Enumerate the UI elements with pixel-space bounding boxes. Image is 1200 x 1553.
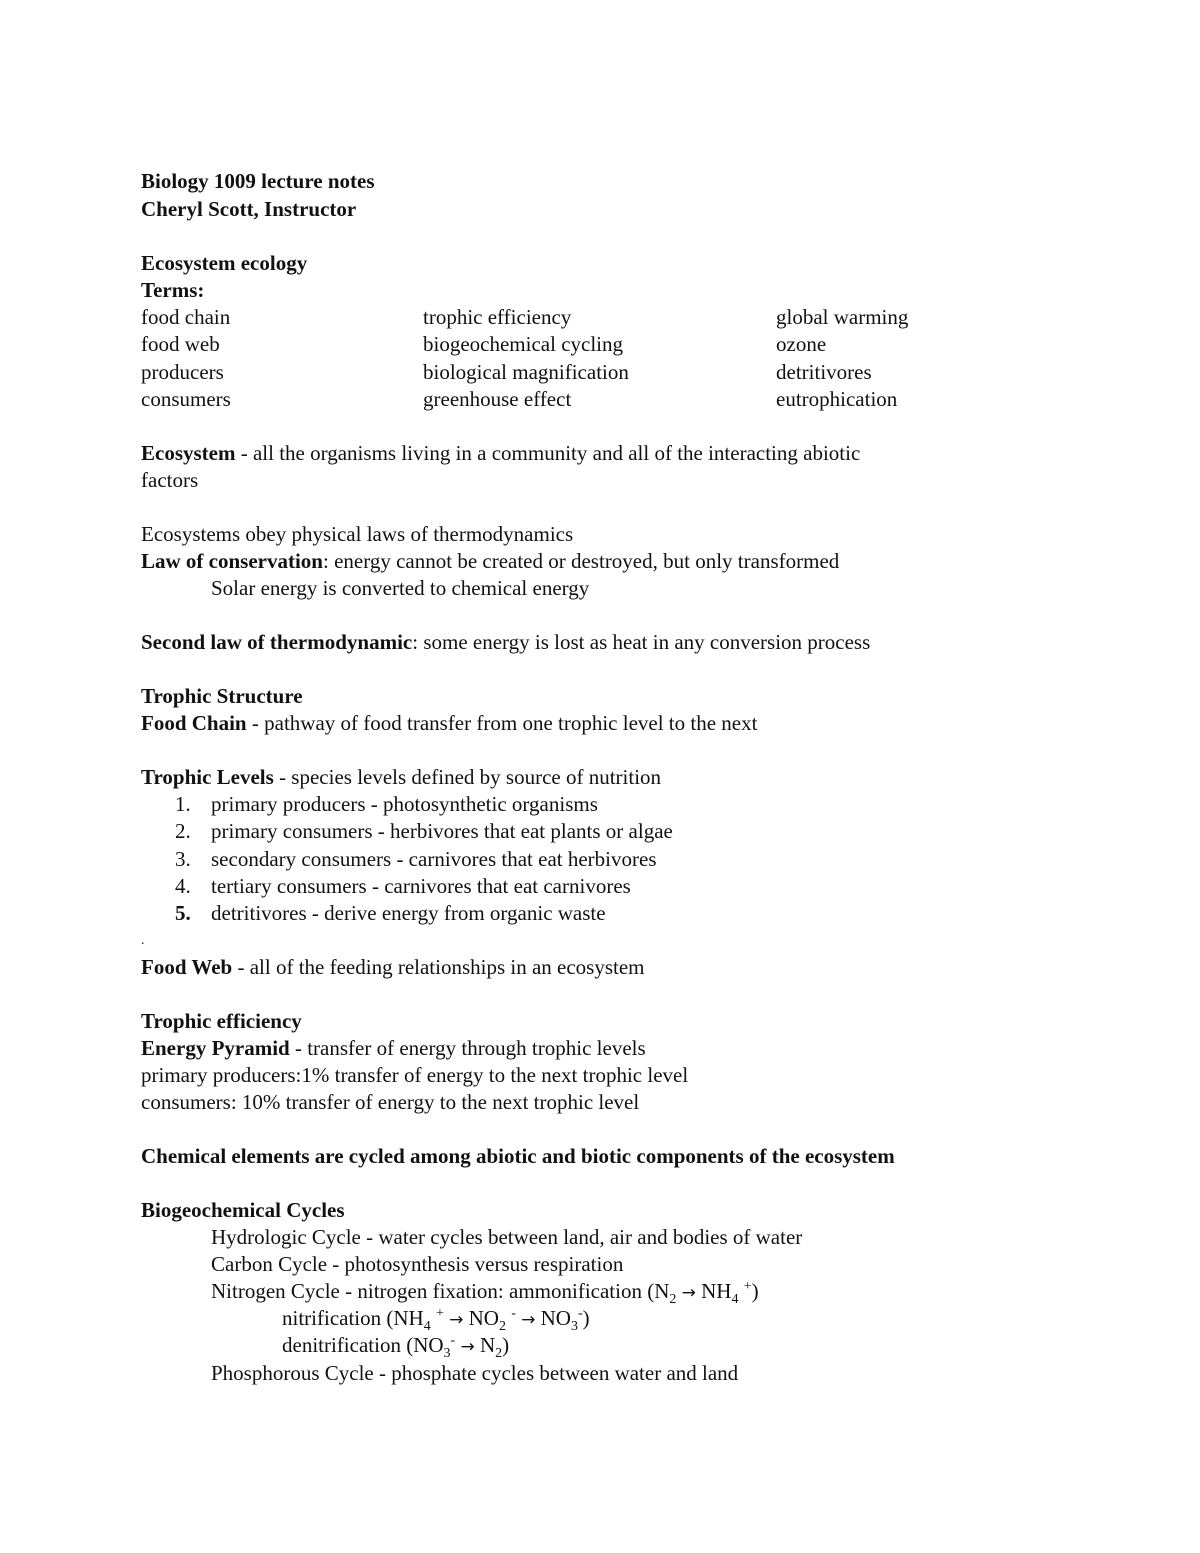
definition-text: - pathway of food transfer from one trophic level to the next <box>246 711 758 735</box>
superscript: - <box>511 1306 516 1321</box>
nitrification <box>282 1305 590 1334</box>
definition-text: - all of the feeding relationships in an ecosystem <box>232 955 645 979</box>
section-heading: Trophic efficiency <box>141 1009 302 1033</box>
formula: NH <box>695 1279 732 1303</box>
list-item: detritivores - derive energy from organic waste <box>211 901 606 925</box>
definition-term: Second law of thermodynamic <box>141 630 413 654</box>
arrow-icon: → <box>681 1283 696 1303</box>
second-law <box>141 629 870 656</box>
term: biogeochemical cycling <box>423 332 624 356</box>
list-number: 2. <box>175 819 191 843</box>
definition-text: : some energy is lost as heat in any conversion process <box>412 630 871 654</box>
subscript: 2 <box>498 1319 506 1335</box>
efficiency-line: primary producers:1% transfer of energy to the next trophic level <box>141 1063 689 1087</box>
subscript: 2 <box>495 1346 503 1362</box>
subscript: 2 <box>669 1292 677 1308</box>
definition-term: Food Chain <box>141 711 247 735</box>
nitrogen-cycle <box>211 1278 759 1307</box>
term: biological magnification <box>423 360 629 384</box>
carbon-cycle: Carbon Cycle - photosynthesis versus respiration <box>211 1252 624 1276</box>
term: trophic efficiency <box>423 305 572 329</box>
superscript: - <box>450 1333 456 1348</box>
law-example: Solar energy is converted to chemical energy <box>211 576 590 600</box>
term: ozone <box>776 332 827 356</box>
trophic-levels-definition <box>141 764 661 791</box>
nitrogen-text: Nitrogen Cycle - nitrogen fixation: ammonification (N <box>211 1279 670 1303</box>
formula: ) <box>502 1333 510 1357</box>
definition-text: factors <box>141 468 199 492</box>
terms-row <box>141 304 230 331</box>
definition-text: : energy cannot be created or destroyed, but only transformed <box>323 549 840 573</box>
superscript: - <box>577 1306 583 1321</box>
thermo-intro: Ecosystems obey physical laws of thermodynamics <box>141 522 574 546</box>
arrow-icon: → <box>460 1337 475 1357</box>
list-item: primary producers - photosynthetic organisms <box>211 792 598 816</box>
instructor-name: Cheryl Scott, Instructor <box>141 197 357 221</box>
phosphorous-cycle: Phosphorous Cycle - phosphate cycles between water and land <box>211 1361 739 1385</box>
list-number: 1. <box>175 792 191 816</box>
term: food web <box>141 332 220 356</box>
section-heading: Biogeochemical Cycles <box>141 1198 345 1222</box>
list-item: primary consumers - herbivores that eat plants or algae <box>211 819 673 843</box>
energy-pyramid-definition <box>141 1035 646 1062</box>
section-heading: Trophic Structure <box>141 684 303 708</box>
formula: ) <box>751 1279 759 1303</box>
list-item: tertiary consumers - carnivores that eat carnivores <box>211 874 631 898</box>
term: producers <box>141 360 224 384</box>
denitrification-text: denitrification (NO <box>282 1333 444 1357</box>
term: consumers <box>141 387 231 411</box>
denitrification <box>282 1332 509 1361</box>
term: greenhouse effect <box>423 387 572 411</box>
food-chain-definition <box>141 710 757 737</box>
definition-text: - species levels defined by source of nutrition <box>273 765 662 789</box>
subscript: 4 <box>423 1319 431 1335</box>
law-of-conservation <box>141 548 839 575</box>
ecosystem-definition <box>141 440 860 467</box>
list-number: 3. <box>175 847 191 871</box>
arrow-icon: → <box>521 1310 536 1330</box>
definition-term: Law of conservation <box>141 549 323 573</box>
list-number: 4. <box>175 874 191 898</box>
efficiency-line: consumers: 10% transfer of energy to the next trophic level <box>141 1090 640 1114</box>
definition-text: - transfer of energy through trophic levels <box>289 1036 646 1060</box>
chemical-statement: Chemical elements are cycled among abiotic and biotic components of the ecosystem <box>141 1144 895 1168</box>
formula: ) <box>582 1306 590 1330</box>
term: food chain <box>141 305 231 329</box>
terms-heading: Terms: <box>141 278 205 302</box>
arrow-icon: → <box>449 1310 464 1330</box>
definition-text: - all the organisms living in a community and all of the interacting abiotic <box>235 441 861 465</box>
list-number: 5. <box>175 901 191 925</box>
formula: NO <box>535 1306 571 1330</box>
formula: NO <box>463 1306 499 1330</box>
food-web-definition <box>141 954 645 981</box>
stray-dot: . <box>141 933 145 948</box>
topic-heading: Ecosystem ecology <box>141 251 308 275</box>
definition-term: Energy Pyramid <box>141 1036 290 1060</box>
definition-term: Food Web <box>141 955 233 979</box>
definition-term: Trophic Levels <box>141 765 274 789</box>
list-item: secondary consumers - carnivores that eat herbivores <box>211 847 657 871</box>
nitrification-text: nitrification (NH <box>282 1306 424 1330</box>
term: global warming <box>776 305 909 329</box>
subscript: 3 <box>443 1346 451 1362</box>
subscript: 3 <box>570 1319 578 1335</box>
superscript: + <box>743 1279 752 1294</box>
subscript: 4 <box>731 1292 739 1308</box>
hydrologic-cycle: Hydrologic Cycle - water cycles between land, air and bodies of water <box>211 1225 803 1249</box>
term: eutrophication <box>776 387 898 411</box>
term: detritivores <box>776 360 872 384</box>
superscript: + <box>435 1306 444 1321</box>
formula: N <box>474 1333 496 1357</box>
definition-term: Ecosystem <box>141 441 236 465</box>
course-title: Biology 1009 lecture notes <box>141 169 375 193</box>
